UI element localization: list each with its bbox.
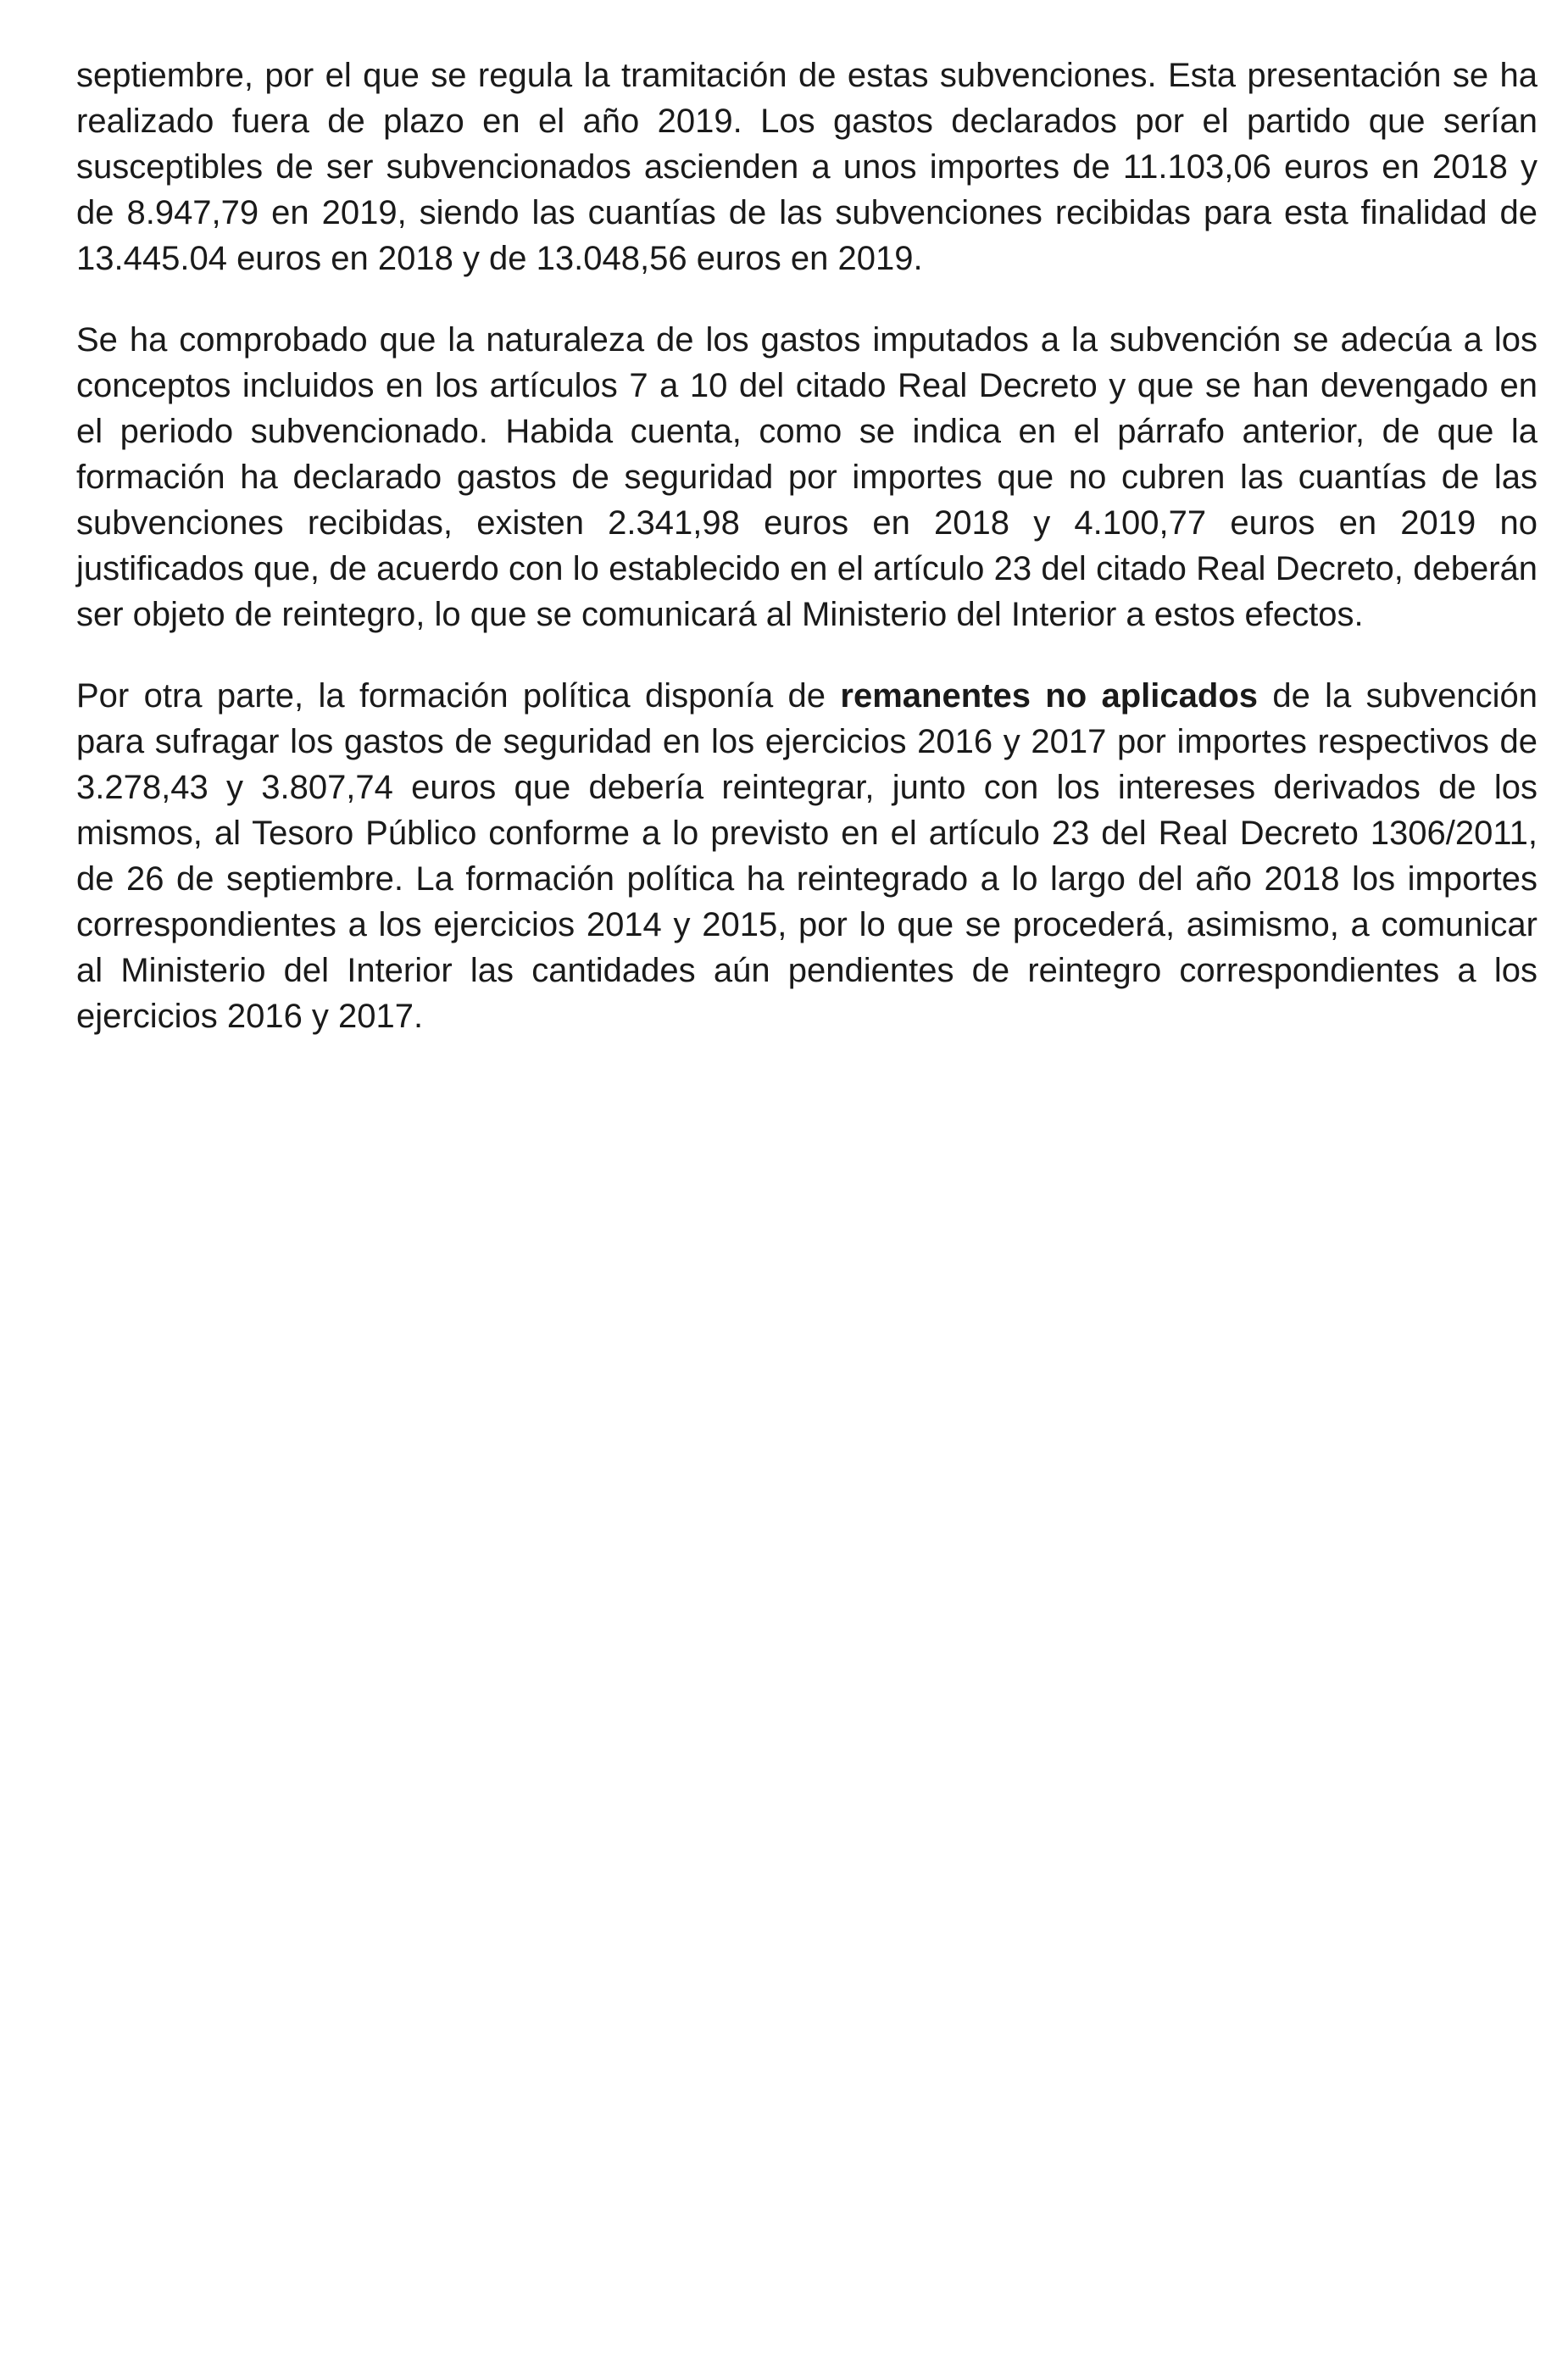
document-page — [76, 53, 1537, 1075]
remanentes-bold-term: remanentes no aplicados — [840, 677, 1258, 715]
paragraph-remanentes — [76, 673, 1537, 1039]
paragraph-remanentes-intro: Por otra parte, la formación política disponía de — [76, 677, 841, 715]
paragraph-remanentes-rest: de la subvención para sufragar los gastos de seguridad en los ejercicios 2016 y 2017 por importes respectivos de 3.278,43 y 3.807,74 euros que debería reintegrar, junto con los intereses derivados de los mismos, al Tesoro Público conforme a lo previsto en el artículo 23 del Real Decreto 1306/2011, de 26 de septiembre. La formación política ha reintegrado a lo largo del año 2018 los importes correspondientes a los ejercicios 2014 y 2015, por lo que se procederá, asimismo, a comunicar al Ministerio del Interior las cantidades aún pendientes de reintegro correspondientes a los ejercicios 2016 y 2017. — [76, 677, 1538, 1035]
paragraph-gastos-imputados: Se ha comprobado que la naturaleza de los gastos imputados a la subvención se adecúa a los conceptos incluidos en los artículos 7 a 10 del citado Real Decreto y que se han devengado en el periodo subvencionado. Habida cuenta, como se indica en el párrafo anterior, de que la formación ha declarado gastos de seguridad por importes que no cubren las cuantías de las subvenciones recibidas, existen 2.341,98 euros en 2018 y 4.100,77 euros en 2019 no justificados que, de acuerdo con lo establecido en el artículo 23 del citado Real Decreto, deberán ser objeto de reintegro, lo que se comunicará al Ministerio del Interior a estos efectos. — [76, 321, 1537, 633]
paragraph-subvenciones-presentacion: septiembre, por el que se regula la tramitación de estas subvenciones. Esta presentación se ha realizado fuera de plazo en el año 2019. Los gastos declarados por el partido que serían susceptibles de ser subvencionados ascienden a unos importes de 11.103,06 euros en 2018 y de 8.947,79 en 2019, siendo las cuantías de las subvenciones recibidas para esta finalidad de 13.445.04 euros en 2018 y de 13.048,56 euros en 2019. — [76, 57, 1537, 277]
